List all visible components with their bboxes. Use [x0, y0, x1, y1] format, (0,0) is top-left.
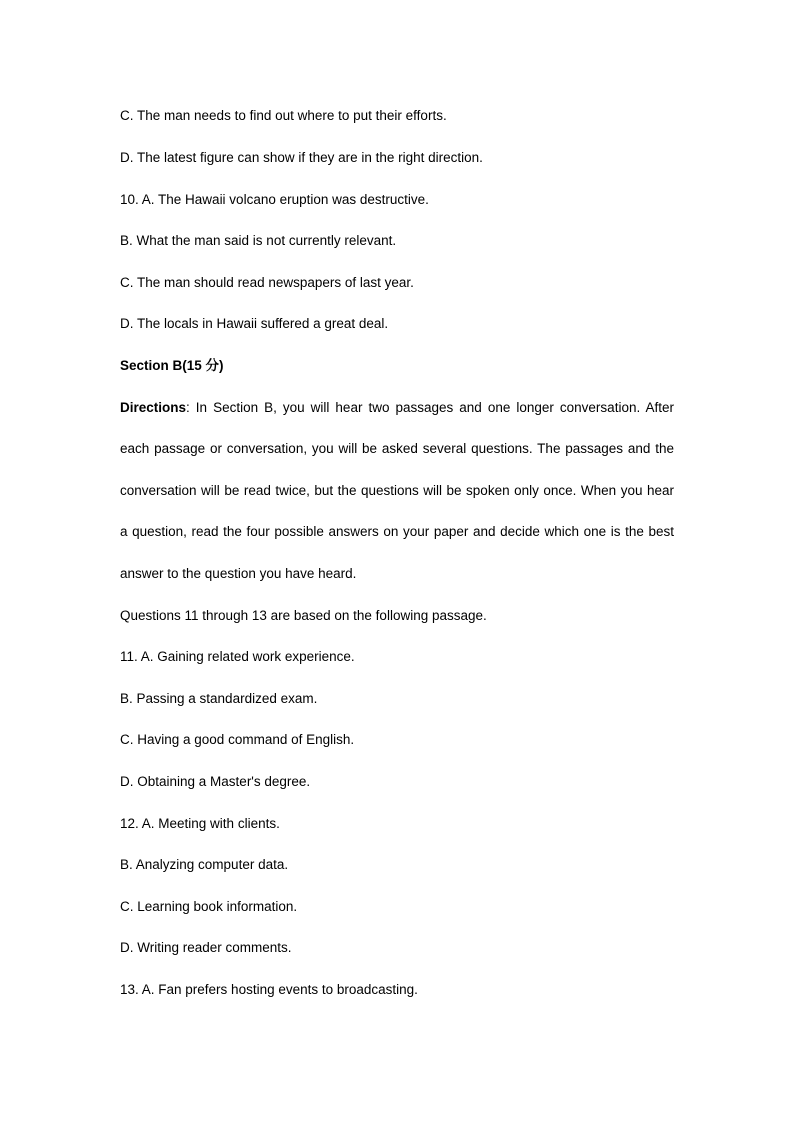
directions-line-5: answer to the question you have heard. — [120, 566, 357, 581]
option-10a: 10. A. The Hawaii volcano eruption was destructive. — [120, 192, 429, 207]
option-10b: B. What the man said is not currently relevant. — [120, 233, 397, 248]
section-b-heading: Section B(15 分) — [120, 358, 224, 373]
option-9d: D. The latest figure can show if they are in the right direction. — [120, 150, 483, 165]
option-12d: D. Writing reader comments. — [120, 940, 292, 955]
directions-line-1-text: : In Section B, you will hear two passages and one longer conversation. After — [186, 400, 674, 415]
option-12c: C. Learning book information. — [120, 899, 298, 914]
option-9c: C. The man needs to find out where to put their efforts. — [120, 108, 447, 123]
option-11d: D. Obtaining a Master's degree. — [120, 774, 311, 789]
option-11a: 11. A. Gaining related work experience. — [120, 649, 355, 664]
directions-line-2: each passage or conversation, you will be asked several questions. The passages and the — [120, 441, 674, 456]
questions-intro: Questions 11 through 13 are based on the following passage. — [120, 608, 487, 623]
directions-line-1 — [120, 400, 674, 416]
option-10d: D. The locals in Hawaii suffered a great deal. — [120, 316, 389, 331]
option-11b: B. Passing a standardized exam. — [120, 691, 318, 706]
option-13a: 13. A. Fan prefers hosting events to broadcasting. — [120, 982, 418, 997]
directions-line-4: a question, read the four possible answers on your paper and decide which one is the best — [120, 524, 674, 539]
directions-label: Directions — [120, 400, 187, 415]
directions-line-3: conversation will be read twice, but the questions will be spoken only once. When you hear — [120, 483, 674, 498]
option-11c: C. Having a good command of English. — [120, 732, 355, 747]
option-12a: 12. A. Meeting with clients. — [120, 816, 280, 831]
option-10c: C. The man should read newspapers of last year. — [120, 275, 414, 290]
option-12b: B. Analyzing computer data. — [120, 857, 289, 872]
